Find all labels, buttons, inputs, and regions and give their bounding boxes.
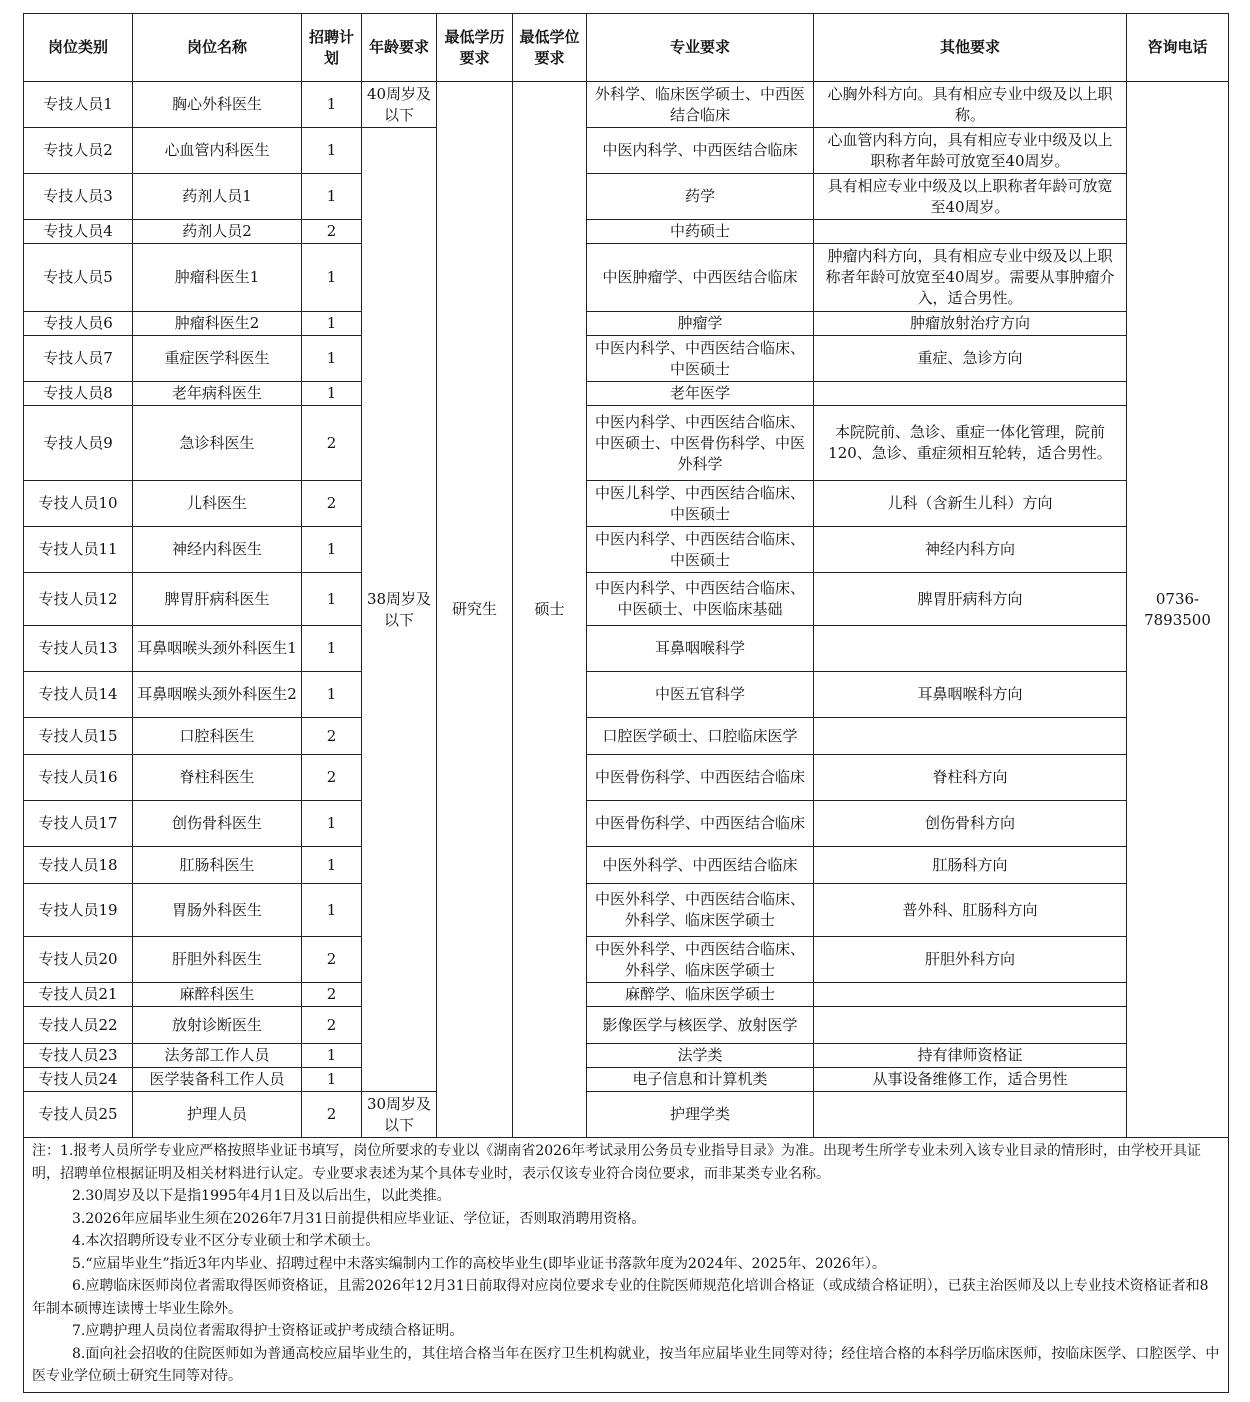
cell-plan: 1 [302,672,362,718]
cell-major: 中医骨伤科学、中西医结合临床 [587,755,814,801]
cell-name: 重症医学科医生 [133,336,302,382]
cell-category: 专技人员24 [24,1068,133,1092]
cell-category: 专技人员18 [24,847,133,884]
cell-other: 本院院前、急诊、重症一体化管理，院前120、急诊、重症须相互轮转，适合男性。 [814,406,1127,481]
cell-name: 肝胆外科医生 [133,937,302,983]
cell-major: 肿瘤学 [587,312,814,336]
cell-major: 老年医学 [587,382,814,406]
cell-major: 中医五官科学 [587,672,814,718]
cell-major: 中医外科学、中西医结合临床、外科学、临床医学硕士 [587,937,814,983]
cell-other: 心胸外科方向。具有相应专业中级及以上职称。 [814,82,1127,128]
cell-name: 肿瘤科医生2 [133,312,302,336]
cell-plan: 1 [302,626,362,672]
table-row [24,1007,1229,1044]
cell-major: 中药硕士 [587,220,814,244]
table-row [24,573,1229,626]
cell-name: 脾胃肝病科医生 [133,573,302,626]
cell-other [814,382,1127,406]
table-row [24,244,1229,312]
cell-other: 肿瘤内科方向，具有相应专业中级及以上职称者年龄可放宽至40周岁。需要从事肿瘤介入，适合男性。 [814,244,1127,312]
cell-name: 麻醉科医生 [133,983,302,1007]
table-row [24,406,1229,481]
note-2: 2.30周岁及以下是指1995年4月1日及以后出生，以此类推。 [72,1188,451,1204]
cell-other [814,1007,1127,1044]
cell-other: 重症、急诊方向 [814,336,1127,382]
header-age: 年龄要求 [362,14,437,82]
cell-category: 专技人员20 [24,937,133,983]
cell-category: 专技人员3 [24,174,133,220]
note-1: 注：1.报考人员所学专业应严格按照毕业证书填写，岗位所要求的专业以《湖南省2026年考试录用公务员专业指导目录》为准。出现考生所学专业未列入该专业目录的情形时，由学校开具证明，招聘单位根据证明及相关材料进行认定。专业要求表述为某个具体专业时，表示仅该专业符合岗位要求，而非某类专业名称。 [32,1143,1201,1182]
cell-plan: 2 [302,755,362,801]
cell-name: 医学装备科工作人员 [133,1068,302,1092]
cell-category: 专技人员11 [24,527,133,573]
cell-plan: 2 [302,1007,362,1044]
table-row [24,983,1229,1007]
cell-category: 专技人员7 [24,336,133,382]
cell-other [814,220,1127,244]
cell-major: 中医外科学、中西医结合临床、外科学、临床医学硕士 [587,884,814,937]
cell-major: 护理学类 [587,1092,814,1138]
cell-plan: 1 [302,336,362,382]
cell-plan: 1 [302,573,362,626]
cell-name: 口腔科医生 [133,718,302,755]
cell-name: 老年病科医生 [133,382,302,406]
cell-other: 耳鼻咽喉科方向 [814,672,1127,718]
cell-category: 专技人员1 [24,82,133,128]
table-row [24,1044,1229,1068]
cell-major: 法学类 [587,1044,814,1068]
cell-major: 中医内科学、中西医结合临床、中医硕士 [587,336,814,382]
table-row [24,937,1229,983]
cell-major: 外科学、临床医学硕士、中西医结合临床 [587,82,814,128]
table-row [24,884,1229,937]
cell-plan: 1 [302,244,362,312]
table-row [24,672,1229,718]
note-7: 7.应聘护理人员岗位者需取得护士资格证或护考成绩合格证明。 [72,1323,464,1339]
cell-plan: 1 [302,174,362,220]
cell-name: 放射诊断医生 [133,1007,302,1044]
table-row [24,626,1229,672]
header-other: 其他要求 [814,14,1127,82]
cell-edu: 研究生 [437,82,513,1138]
table-body [24,82,1229,1138]
cell-name: 胸心外科医生 [133,82,302,128]
cell-name: 神经内科医生 [133,527,302,573]
header-edu: 最低学历要求 [437,14,513,82]
note-5: 5.“应届毕业生”指近3年内毕业、招聘过程中未落实编制内工作的高校毕业生(即毕业证书落款年度为2024年、2025年、2026年）。 [72,1255,886,1272]
note-8: 8.面向社会招收的住院医师如为普通高校应届毕业生的，其住培合格当年在医疗卫生机构就业，按当年应届毕业生同等对待；经住培合格的本科学历临床医师，按临床医学、口腔医学、中医专业学位硕士研究生同等对待。 [32,1345,1220,1384]
cell-major: 中医内科学、中西医结合临床、中医硕士 [587,527,814,573]
cell-category: 专技人员6 [24,312,133,336]
cell-plan: 2 [302,220,362,244]
table-row [24,1068,1229,1092]
cell-other [814,626,1127,672]
cell-major: 中医骨伤科学、中西医结合临床 [587,801,814,847]
cell-name: 法务部工作人员 [133,1044,302,1068]
cell-major: 影像医学与核医学、放射医学 [587,1007,814,1044]
cell-other: 肿瘤放射治疗方向 [814,312,1127,336]
cell-plan: 1 [302,527,362,573]
table-row [24,755,1229,801]
cell-category: 专技人员8 [24,382,133,406]
recruitment-table [23,13,1229,1393]
cell-name: 耳鼻咽喉头颈外科医生2 [133,672,302,718]
cell-category: 专技人员10 [24,481,133,527]
cell-name: 药剂人员2 [133,220,302,244]
cell-major: 药学 [587,174,814,220]
cell-major: 电子信息和计算机类 [587,1068,814,1092]
cell-major: 中医儿科学、中西医结合临床、中医硕士 [587,481,814,527]
cell-major: 中医内科学、中西医结合临床 [587,128,814,174]
table-row [24,718,1229,755]
cell-other: 脾胃肝病科方向 [814,573,1127,626]
cell-major: 中医肿瘤学、中西医结合临床 [587,244,814,312]
cell-plan: 1 [302,801,362,847]
cell-category: 专技人员13 [24,626,133,672]
cell-plan: 1 [302,82,362,128]
note-4: 4.本次招聘所设专业不区分专业硕士和学术硕士。 [72,1233,380,1249]
cell-other: 儿科（含新生儿科）方向 [814,481,1127,527]
cell-other [814,1092,1127,1138]
cell-other [814,718,1127,755]
cell-name: 儿科医生 [133,481,302,527]
cell-age: 38周岁及以下 [362,128,437,1092]
cell-other: 普外科、肛肠科方向 [814,884,1127,937]
cell-category: 专技人员25 [24,1092,133,1138]
table-row [24,82,1229,128]
header-plan: 招聘计划 [302,14,362,82]
cell-other: 肝胆外科方向 [814,937,1127,983]
cell-plan: 2 [302,937,362,983]
table-row [24,174,1229,220]
cell-other: 心血管内科方向，具有相应专业中级及以上职称者年龄可放宽至40周岁。 [814,128,1127,174]
header-category: 岗位类别 [24,14,133,82]
table-row [24,847,1229,884]
table-row [24,481,1229,527]
cell-major: 中医内科学、中西医结合临床、中医硕士、中医临床基础 [587,573,814,626]
cell-major: 麻醉学、临床医学硕士 [587,983,814,1007]
header-degree: 最低学位要求 [513,14,587,82]
cell-plan: 1 [302,312,362,336]
cell-name: 胃肠外科医生 [133,884,302,937]
cell-other [814,983,1127,1007]
cell-plan: 1 [302,1068,362,1092]
cell-category: 专技人员15 [24,718,133,755]
cell-major: 中医外科学、中西医结合临床 [587,847,814,884]
cell-age: 30周岁及以下 [362,1092,437,1138]
cell-name: 心血管内科医生 [133,128,302,174]
notes-row [24,1138,1229,1393]
cell-category: 专技人员21 [24,983,133,1007]
cell-category: 专技人员4 [24,220,133,244]
cell-plan: 2 [302,983,362,1007]
cell-category: 专技人员9 [24,406,133,481]
cell-category: 专技人员5 [24,244,133,312]
cell-name: 肿瘤科医生1 [133,244,302,312]
cell-other: 肛肠科方向 [814,847,1127,884]
note-6: 6.应聘临床医师岗位者需取得医师资格证，且需2026年12月31日前取得对应岗位要求专业的住院医师规范化培训合格证（或成绩合格证明），已获主治医师及以上专业技术资格证者和8年制本硕博连读博士毕业生除外。 [32,1278,1209,1317]
cell-category: 专技人员22 [24,1007,133,1044]
cell-other: 脊柱科方向 [814,755,1127,801]
notes-cell [24,1138,1229,1393]
cell-category: 专技人员14 [24,672,133,718]
cell-plan: 1 [302,382,362,406]
cell-other: 具有相应专业中级及以上职称者年龄可放宽至40周岁。 [814,174,1127,220]
cell-name: 肛肠科医生 [133,847,302,884]
cell-category: 专技人员23 [24,1044,133,1068]
cell-major: 耳鼻咽喉科学 [587,626,814,672]
table-row [24,312,1229,336]
cell-category: 专技人员17 [24,801,133,847]
cell-category: 专技人员19 [24,884,133,937]
cell-name: 创伤骨科医生 [133,801,302,847]
cell-other: 神经内科方向 [814,527,1127,573]
table-row [24,128,1229,174]
cell-category: 专技人员12 [24,573,133,626]
cell-name: 药剂人员1 [133,174,302,220]
cell-plan: 1 [302,128,362,174]
header-phone: 咨询电话 [1127,14,1229,82]
cell-plan: 1 [302,884,362,937]
cell-plan: 2 [302,406,362,481]
cell-plan: 2 [302,1092,362,1138]
cell-degree: 硕士 [513,82,587,1138]
cell-major: 口腔医学硕士、口腔临床医学 [587,718,814,755]
cell-age: 40周岁及以下 [362,82,437,128]
cell-plan: 1 [302,1044,362,1068]
cell-major: 中医内科学、中西医结合临床、中医硕士、中医骨伤科学、中医外科学 [587,406,814,481]
table-row [24,336,1229,382]
table-row [24,527,1229,573]
cell-other: 从事设备维修工作，适合男性 [814,1068,1127,1092]
cell-category: 专技人员16 [24,755,133,801]
cell-plan: 1 [302,847,362,884]
header-name: 岗位名称 [133,14,302,82]
cell-other: 持有律师资格证 [814,1044,1127,1068]
cell-name: 护理人员 [133,1092,302,1138]
cell-name: 急诊科医生 [133,406,302,481]
table-row [24,801,1229,847]
cell-name: 耳鼻咽喉头颈外科医生1 [133,626,302,672]
cell-plan: 2 [302,481,362,527]
table-row [24,1092,1229,1138]
cell-plan: 2 [302,718,362,755]
cell-name: 脊柱科医生 [133,755,302,801]
cell-phone: 0736-7893500 [1127,82,1229,1138]
note-3: 3.2026年应届毕业生须在2026年7月31日前提供相应毕业证、学位证，否则取消聘用资格。 [72,1210,646,1227]
table-row [24,220,1229,244]
cell-other: 创伤骨科方向 [814,801,1127,847]
table-row [24,382,1229,406]
header-row [24,14,1229,82]
header-major: 专业要求 [587,14,814,82]
cell-category: 专技人员2 [24,128,133,174]
